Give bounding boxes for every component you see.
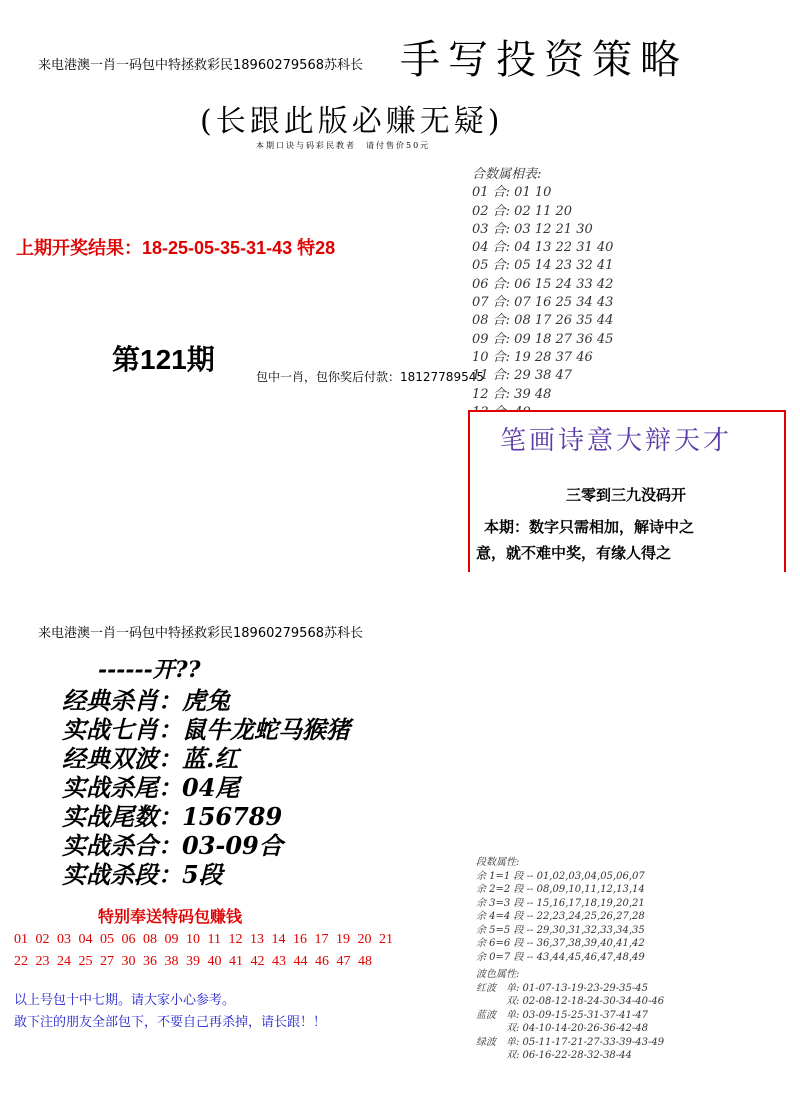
heshu-table <box>472 166 613 422</box>
gift-numbers-row-1: 01 02 03 04 05 06 08 09 10 11 12 13 14 16 17 19 20 21 <box>14 932 393 947</box>
duan-row: 余 2=2 段 -- 08,09,10,11,12,13,14 <box>476 884 645 895</box>
bo-row: 双: 02-08-12-18-24-30-34-40-46 <box>476 996 665 1007</box>
heshu-row: 07 合: 07 16 25 34 43 <box>472 295 614 311</box>
heshu-row: 02 合: 02 11 20 <box>472 203 573 219</box>
poem-title: 笔画诗意大辩天才 <box>500 426 733 456</box>
heshu-table-title: 合数属相表: <box>472 167 542 182</box>
bo-row: 蓝波 单: 03-09-15-25-31-37-41-47 <box>476 1009 648 1021</box>
issue-number: 第121期 <box>112 344 215 375</box>
gift-title: 特别奉送特码包赚钱 <box>98 907 243 926</box>
duan-row: 余 0=7 段 -- 43,44,45,46,47,48,49 <box>476 951 645 963</box>
note-line-1: 以上号包十中七期。请大家小心参考。 <box>14 993 236 1008</box>
note-line-2: 敢下注的朋友全部包下，不要自己再杀掉，请长跟！！ <box>14 1015 327 1030</box>
picks-header: ------开?? <box>98 657 201 683</box>
poem-line-1: 三零到三九没码开 <box>566 486 687 504</box>
bo-row: 双: 06-16-22-28-32-38-44 <box>476 1050 632 1061</box>
poem-line-3: 意，就不难中奖，有缘人得之 <box>476 544 672 562</box>
duan-table <box>476 856 645 964</box>
bo-row: 绿波 单: 05-11-17-21-27-33-39-43-49 <box>476 1036 665 1048</box>
pick-kill-tail: 实战杀尾：04尾 <box>62 773 240 802</box>
pick-double-wave: 经典双波：蓝.红 <box>62 744 239 773</box>
duan-row: 余 4=4 段 -- 22,23,24,25,26,27,28 <box>476 911 645 922</box>
duan-row: 余 1=1 段 -- 01,02,03,04,05,06,07 <box>476 870 645 882</box>
duan-row: 余 3=3 段 -- 15,16,17,18,19,20,21 <box>476 897 645 909</box>
bo-row: 红波 单: 01-07-13-19-23-29-35-45 <box>476 982 648 994</box>
gift-numbers-row-2: 22 23 24 25 27 30 36 38 39 40 41 42 43 44 46 47 48 <box>14 954 372 969</box>
heshu-row: 03 合: 03 12 21 30 <box>472 221 593 237</box>
heshu-row: 05 合: 05 14 23 32 41 <box>472 258 614 274</box>
poem-box <box>468 410 786 572</box>
page-subtitle: (长跟此版必赚无疑) <box>200 104 504 139</box>
heshu-row: 12 合: 39 48 <box>472 386 552 402</box>
heshu-row: 09 合: 09 18 27 36 45 <box>472 331 614 347</box>
heshu-row: 01 合: 01 10 <box>472 185 552 201</box>
pick-kill-he: 实战杀合：03-09合 <box>62 831 283 860</box>
duan-row: 余 6=6 段 -- 36,37,38,39,40,41,42 <box>476 938 645 949</box>
heshu-row: 04 合: 04 13 22 31 40 <box>472 240 614 256</box>
bo-table-title: 波色属性: <box>476 969 520 980</box>
heshu-row: 08 合: 08 17 26 35 44 <box>472 313 614 329</box>
duan-table-title: 段数属性: <box>476 857 520 868</box>
bo-row: 双: 04-10-14-20-26-36-42-48 <box>476 1023 648 1034</box>
poem-line-2: 本期：数字只需相加，解诗中之 <box>484 518 695 536</box>
duan-row: 余 5=5 段 -- 29,30,31,32,33,34,35 <box>476 924 645 936</box>
bo-table <box>476 968 664 1063</box>
last-result: 上期开奖结果：18-25-05-35-31-43 特28 <box>16 238 336 258</box>
pick-tail-numbers: 实战尾数：156789 <box>62 802 283 831</box>
small-note: 本期口诀与码彩民教者 请付售价50元 <box>256 141 431 150</box>
pick-kill-duan: 实战杀段：5段 <box>62 860 223 889</box>
heshu-row: 11 合: 29 38 47 <box>472 368 573 384</box>
page-title: 手写投资策略 <box>400 37 688 83</box>
heshu-row: 06 合: 06 15 24 33 42 <box>472 276 614 292</box>
pay-after-note: 包中一肖，包你奖后付款：18127789545 <box>256 370 484 384</box>
pick-seven-zodiac: 实战七肖：鼠牛龙蛇马猴猪 <box>62 715 350 744</box>
heshu-row: 10 合: 19 28 37 46 <box>472 349 593 365</box>
ad-line-top: 来电港澳一肖一码包中特拯救彩民18960279568苏科长 <box>38 58 363 73</box>
ad-line-middle: 来电港澳一肖一码包中特拯救彩民18960279568苏科长 <box>38 626 363 641</box>
picks-list <box>62 686 350 889</box>
pick-kill-zodiac: 经典杀肖：虎兔 <box>62 686 230 715</box>
